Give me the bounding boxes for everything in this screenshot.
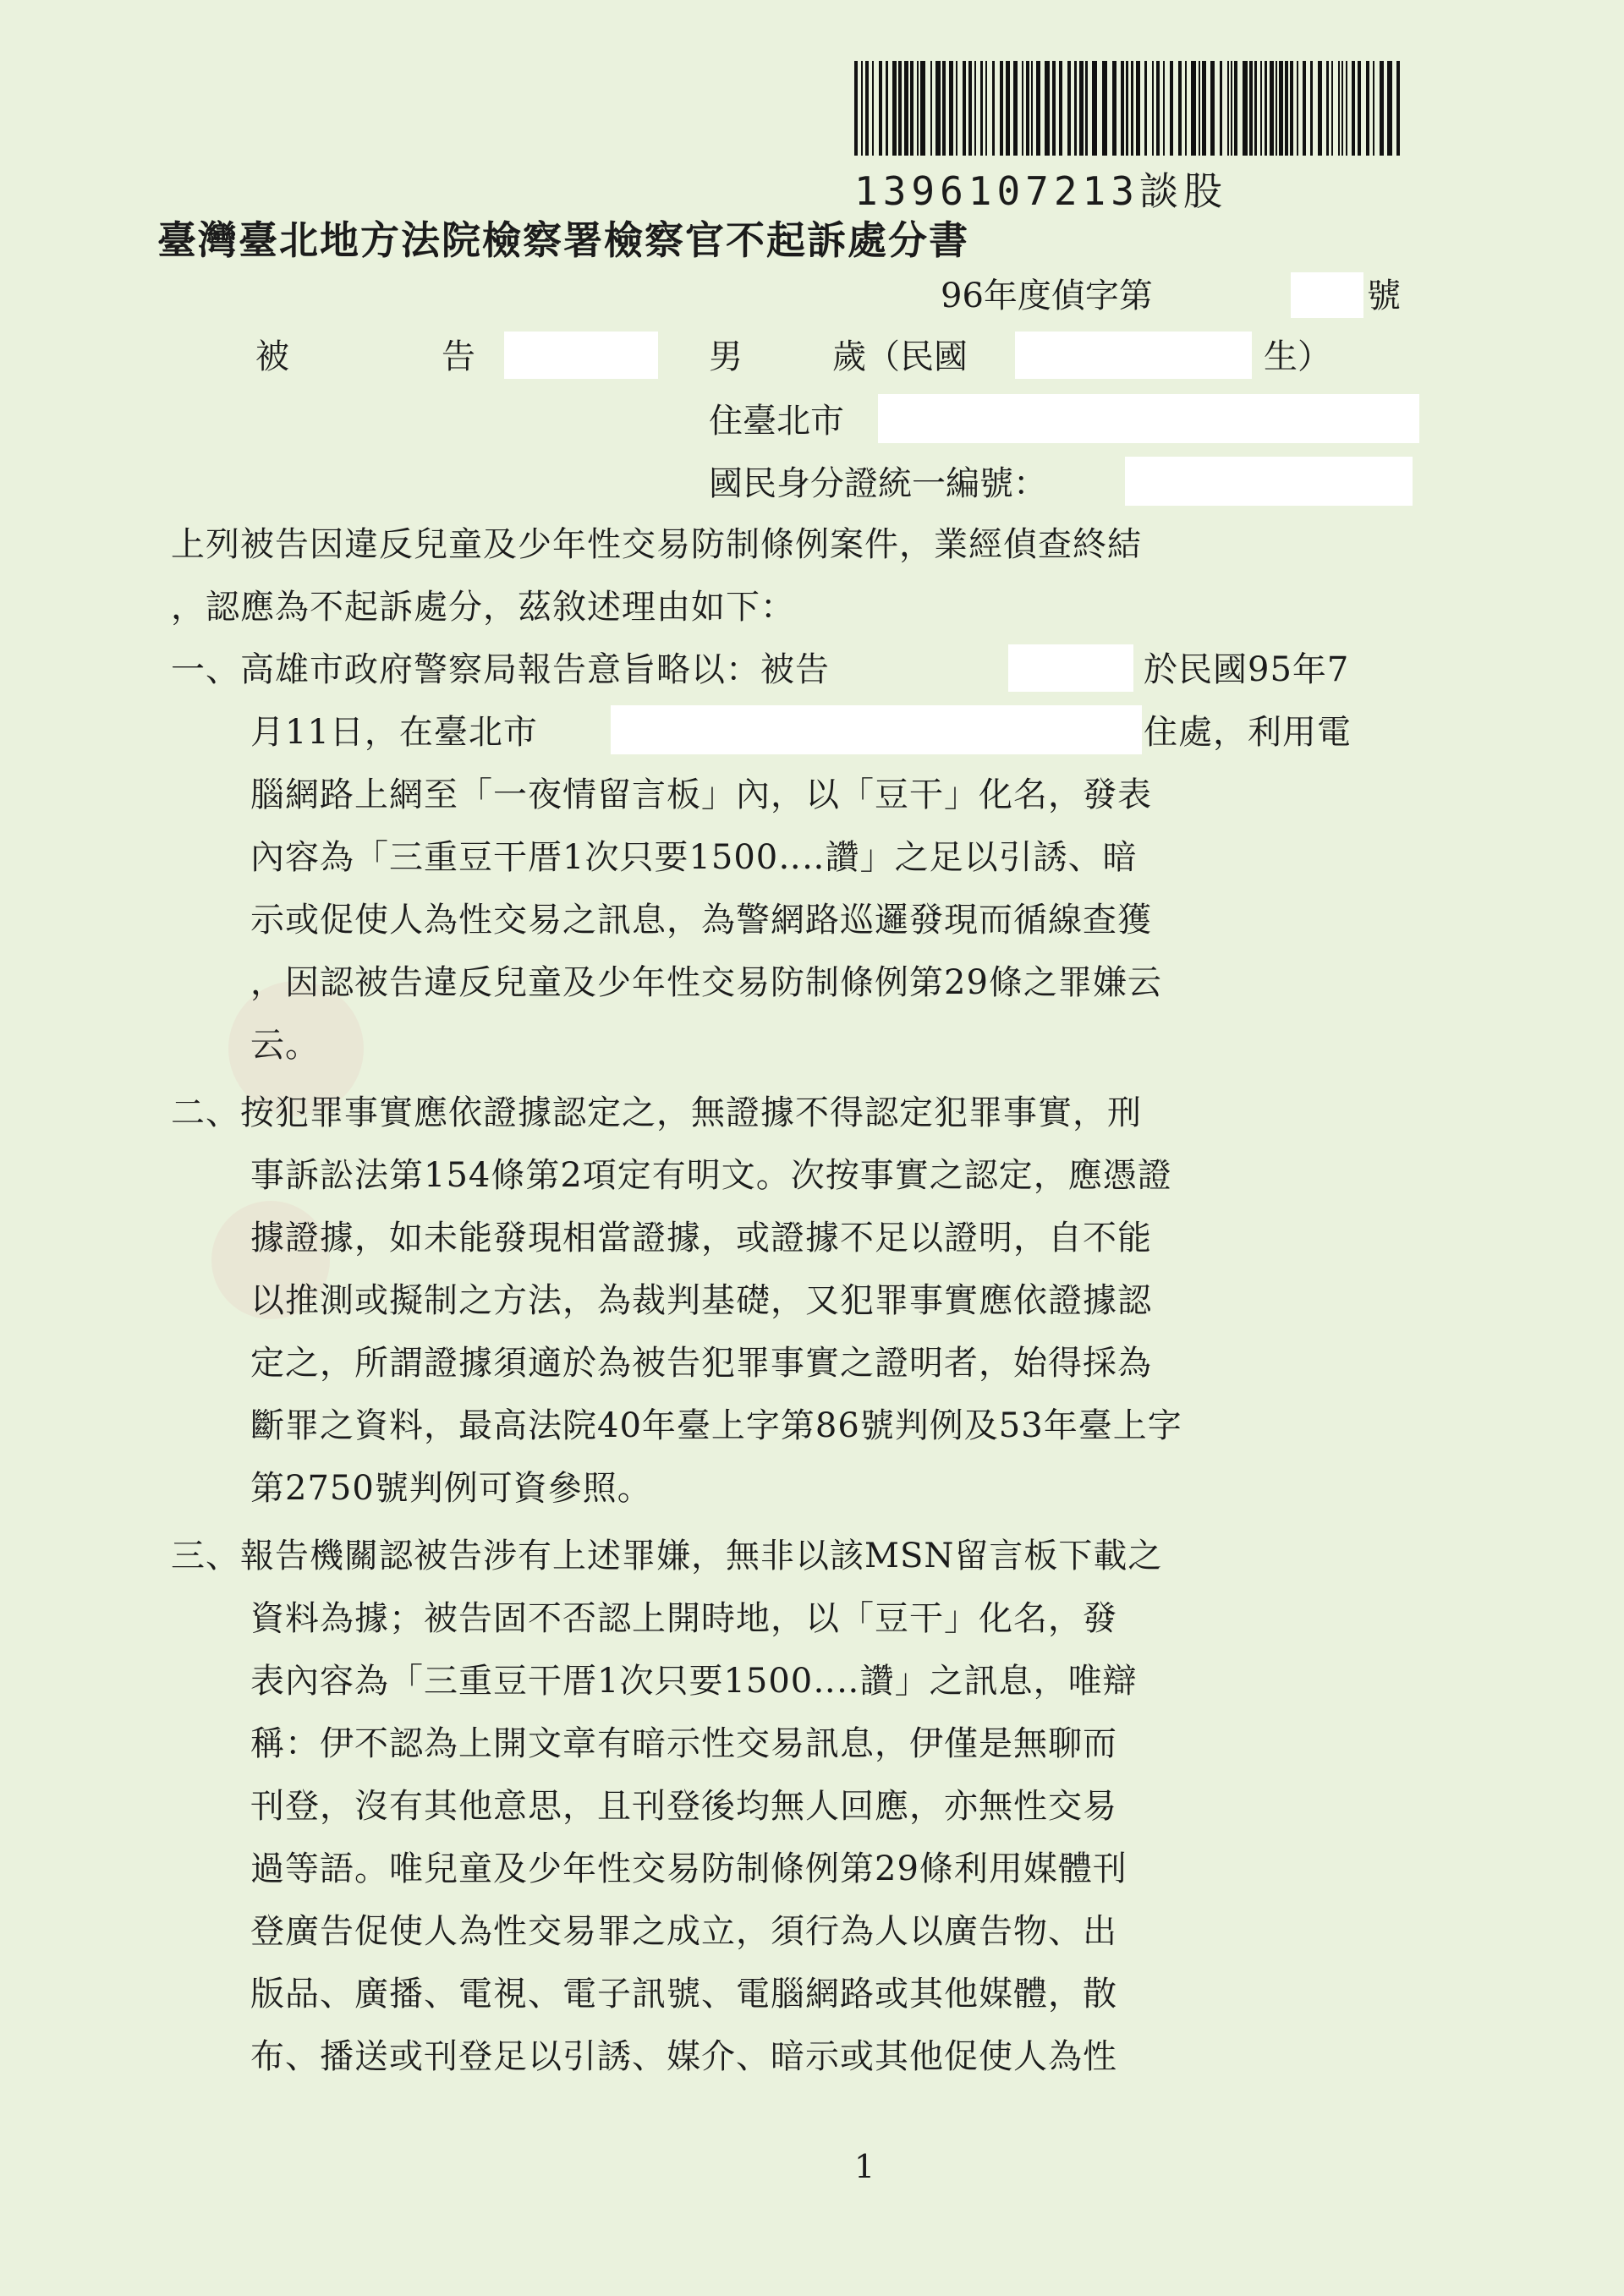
barcode-bar <box>968 61 972 156</box>
barcode-bar <box>854 61 858 156</box>
barcode-bar <box>1126 61 1128 156</box>
barcode-bar <box>917 61 919 156</box>
barcode-bar <box>1163 61 1165 156</box>
redaction-box <box>1008 644 1133 692</box>
section-3-line: 過等語。唯兒童及少年性交易防制條例第29條利用媒體刊 <box>250 1849 1127 1888</box>
section-2-line: 二、按犯罪事實應依證據認定之，無證據不得認定犯罪事實，刑 <box>171 1093 1142 1132</box>
section-1-line: 云。 <box>250 1026 320 1065</box>
page-number: 1 <box>854 2148 875 2185</box>
barcode-bar <box>980 61 983 156</box>
section-2-line: 第2750號判例可資參照。 <box>250 1469 652 1508</box>
defendant-label-char-1: 被 <box>255 337 289 376</box>
section-3-line: 刊登，沒有其他意思，且刊登後均無人回應，亦無性交易 <box>250 1787 1117 1826</box>
barcode-bar <box>1303 61 1306 156</box>
barcode-bar <box>1022 61 1023 156</box>
barcode-bar <box>1052 61 1056 156</box>
case-number: 96年度偵字第 <box>941 277 1153 315</box>
barcode-bar <box>1102 61 1107 156</box>
barcode-bar <box>1326 61 1329 156</box>
section-1-line: ，因認被告違反兒童及少年性交易防制條例第29條之罪嫌云 <box>250 963 1162 1002</box>
redaction-box <box>1125 457 1413 506</box>
intro-line: 上列被告因違反兒童及少年性交易防制條例案件，業經偵查終結 <box>171 525 1142 564</box>
barcode-bar <box>1121 61 1124 156</box>
barcode-bar <box>1341 61 1343 156</box>
barcode-bar <box>865 61 869 156</box>
section-3-line: 布、播送或刊登足以引誘、媒介、暗示或其他促使人為性 <box>250 2037 1117 2076</box>
barcode-bar <box>1074 61 1077 156</box>
barcode-bar <box>1380 61 1384 156</box>
barcode-bar <box>1013 61 1018 156</box>
barcode-bar <box>1358 61 1361 156</box>
barcode-bar <box>1366 61 1369 156</box>
barcode-bar <box>1270 61 1274 156</box>
barcode-bar <box>1373 61 1374 156</box>
barcode-bar <box>1352 61 1355 156</box>
barcode-bar <box>974 61 976 156</box>
barcode-bar <box>930 61 932 156</box>
intro-line: ，認應為不起訴處分，茲敘述理由如下： <box>171 588 795 627</box>
barcode-bar <box>1026 61 1029 156</box>
barcode-bar <box>1396 61 1400 156</box>
barcode-bar <box>1067 61 1071 156</box>
barcode-number: 1396107213談股 <box>854 168 1227 214</box>
barcode-bar <box>1297 61 1298 156</box>
barcode-bar <box>1310 61 1313 156</box>
barcode-bar <box>1318 61 1322 156</box>
section-1-line: 於民國95年7 <box>1144 650 1350 689</box>
section-1-line: 腦網路上網至「一夜情留言板」內，以「豆干」化名，發表 <box>250 775 1152 814</box>
section-3-line: 稱：伊不認為上開文章有暗示性交易訊息，伊僅是無聊而 <box>250 1724 1117 1763</box>
barcode-bar <box>920 61 925 156</box>
section-1-line: 示或促使人為性交易之訊息，為警網路巡邏發現而循線查獲 <box>250 901 1152 940</box>
defendant-birth-label: 生） <box>1264 337 1331 376</box>
defendant-age-label: 歲（民國 <box>832 337 968 376</box>
barcode-bar <box>1220 61 1222 156</box>
section-3-line: 表內容為「三重豆干厝1次只要1500‥‥讚」之訊息，唯辯 <box>250 1662 1138 1701</box>
barcode-bar <box>1249 61 1253 156</box>
barcode-bar <box>992 61 995 156</box>
section-2-line: 以推測或擬制之方法，為裁判基礎，又犯罪事實應依證據認 <box>250 1281 1152 1320</box>
barcode-bar <box>935 61 941 156</box>
section-3-line: 三、報告機關認被告涉有上述罪嫌，無非以該MSN留言板下載之 <box>171 1537 1163 1575</box>
barcode-bar <box>942 61 946 156</box>
barcode-bar <box>949 61 953 156</box>
barcode-bar <box>904 61 908 156</box>
section-2-line: 據證據，如未能發現相當證據，或證據不足以證明，自不能 <box>250 1219 1152 1258</box>
barcode-bar <box>879 61 882 156</box>
barcode-bar <box>1006 61 1010 156</box>
barcode-bar <box>1079 61 1084 156</box>
barcode-bar <box>861 61 863 156</box>
barcode-bar <box>1331 61 1333 156</box>
barcode-bar <box>1387 61 1392 156</box>
barcode-bar <box>1156 61 1160 156</box>
barcode-bar <box>985 61 987 156</box>
section-1-line: 月11日，在臺北市 <box>250 713 538 752</box>
barcode-bar <box>1136 61 1140 156</box>
section-1-line: 一、高雄市政府警察局報告意旨略以：被告 <box>171 650 830 689</box>
barcode-bar <box>1152 61 1154 156</box>
barcode-bar <box>1178 61 1182 156</box>
barcode-bar <box>1227 61 1229 156</box>
barcode-bar <box>1285 61 1288 156</box>
barcode-bar <box>1199 61 1200 156</box>
section-3-line: 登廣告促使人為性交易罪之成立，須行為人以廣告物、出 <box>250 1912 1117 1951</box>
barcode-bar <box>1059 61 1062 156</box>
section-2-line: 事訴訟法第154條第2項定有明文。次按事實之認定，應憑證 <box>250 1156 1172 1195</box>
redaction-box <box>878 394 1419 443</box>
barcode-bar <box>1279 61 1283 156</box>
barcode-bar <box>898 61 902 156</box>
barcode-bar <box>1000 61 1003 156</box>
barcode-bar <box>892 61 897 156</box>
defendant-address-label: 住臺北市 <box>709 402 844 441</box>
barcode-bar <box>886 61 888 156</box>
defendant-id-label: 國民身分證統一編號： <box>709 464 1047 503</box>
barcode-bar <box>1191 61 1196 156</box>
barcode-bar <box>910 61 914 156</box>
barcode-bar <box>1234 61 1237 156</box>
barcode-bar <box>1185 61 1187 156</box>
section-2-line: 定之，所謂證據須適於為被告犯罪事實之證明者，始得採為 <box>250 1344 1152 1383</box>
barcode-bar <box>963 61 966 156</box>
document-title: 臺灣臺北地方法院檢察署檢察官不起訴處分書 <box>157 217 969 263</box>
section-2-line: 斷罪之資料，最高法院40年臺上字第86號判例及53年臺上字 <box>250 1406 1182 1445</box>
redaction-box <box>611 705 1142 754</box>
barcode-bar <box>1031 61 1033 156</box>
section-3-line: 版品、廣播、電視、電子訊號、電腦網路或其他媒體，散 <box>250 1975 1117 2014</box>
barcode-bar <box>1290 61 1293 156</box>
barcode-bar <box>1036 61 1040 156</box>
barcode-bar <box>1265 61 1267 156</box>
barcode-bar <box>956 61 957 156</box>
barcode-bars <box>854 61 1404 156</box>
barcode-bar <box>1131 61 1133 156</box>
defendant-label-char-2: 告 <box>442 337 475 376</box>
barcode-bar <box>1092 61 1097 156</box>
barcode-bar <box>1045 61 1050 156</box>
barcode-bar <box>872 61 874 156</box>
barcode-bar <box>1243 61 1248 156</box>
defendant-gender: 男 <box>709 337 743 376</box>
barcode-bar <box>1170 61 1173 156</box>
redaction-box <box>504 332 658 379</box>
section-3-line: 資料為據；被告固不否認上開時地，以「豆干」化名，發 <box>250 1599 1117 1638</box>
barcode-bar <box>1085 61 1088 156</box>
redaction-box <box>1015 332 1252 379</box>
barcode <box>854 61 1404 214</box>
section-1-line: 內容為「三重豆干厝1次只要1500‥‥讚」之足以引誘、暗 <box>250 838 1138 877</box>
barcode-bar <box>1338 61 1340 156</box>
barcode-bar <box>1276 61 1277 156</box>
barcode-bar <box>1231 61 1232 156</box>
barcode-bar <box>1260 61 1262 156</box>
barcode-bar <box>1254 61 1257 156</box>
defendant-label <box>255 337 475 376</box>
barcode-bar <box>1112 61 1116 156</box>
barcode-bar <box>1346 61 1347 156</box>
section-1-line: 住處，利用電 <box>1144 713 1352 752</box>
redaction-box <box>1291 272 1363 318</box>
barcode-bar <box>1144 61 1147 156</box>
barcode-bar <box>1202 61 1206 156</box>
barcode-bar <box>1210 61 1215 156</box>
case-number-suffix: 號 <box>1367 277 1401 315</box>
